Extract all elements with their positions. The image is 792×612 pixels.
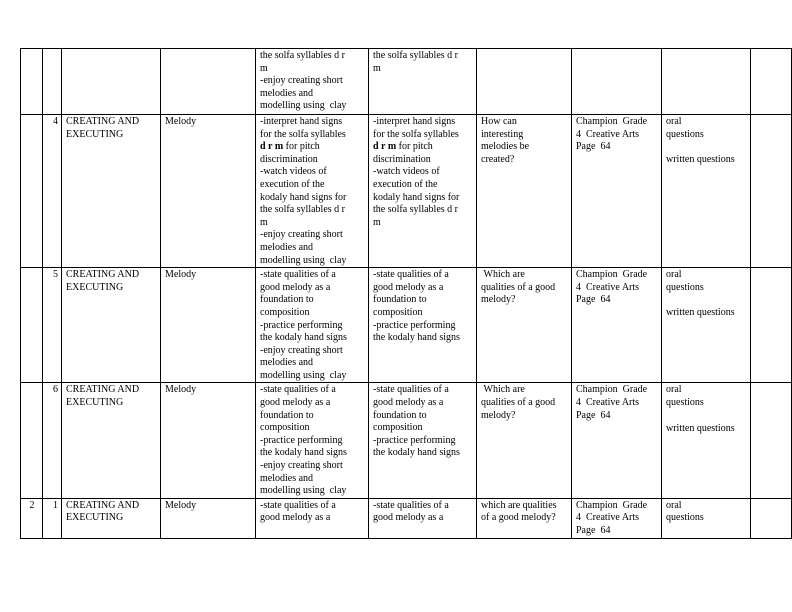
key-inquiry-cell [477, 383, 572, 498]
cell-line: the solfa syllables d r [260, 50, 345, 61]
cell-line: of a good melody? [481, 512, 556, 524]
cell-line: oral [666, 384, 682, 396]
cell-line: melodies and [260, 472, 314, 484]
week-cell [21, 268, 43, 383]
cell-line: questions [666, 281, 704, 293]
cell-line: Champion Grade [576, 269, 648, 281]
cell-line: written questions [666, 154, 735, 166]
reflection-cell [751, 268, 792, 383]
cell-line: Page 64 [576, 294, 611, 306]
scheme-of-work-table [20, 48, 792, 539]
cell-line: the kodaly hand signs [260, 447, 347, 459]
cell-line: good melody as a [373, 397, 444, 409]
cell-line: -watch videos of [260, 166, 327, 178]
lesson-cell: 4 [43, 115, 62, 268]
cell-line: discrimination [260, 153, 318, 165]
assessment-cell [662, 49, 751, 115]
cell-line: foundation to [260, 409, 314, 421]
week-cell: 2 [21, 498, 43, 538]
learning-outcomes-cell [256, 383, 369, 498]
cell-line: oral [666, 499, 682, 511]
cell-line: -interpret hand signs [260, 116, 343, 127]
cell-line: -state qualities of a [260, 269, 336, 281]
cell-line: kodaly hand signs for [373, 191, 460, 203]
cell-line: foundation to [373, 294, 427, 306]
cell-line: -practice performing [260, 434, 343, 446]
sub-strand-cell: Melody [161, 115, 256, 268]
cell-line: Which are [481, 269, 525, 281]
learning-experiences-cell [369, 268, 477, 383]
table-row [21, 268, 792, 383]
cell-line: Champion Grade [576, 384, 648, 396]
cell-line: 4 Creative Arts [576, 512, 640, 524]
lesson-cell: 1 [43, 498, 62, 538]
assessment-cell [662, 115, 751, 268]
cell-line: modelling using clay [260, 485, 347, 497]
cell-line: melodies and [260, 87, 314, 99]
cell-line: -enjoy creating short [260, 229, 343, 241]
cell-line: oral [666, 116, 682, 127]
cell-line: good melody as a [260, 397, 331, 409]
cell-line: kodaly hand signs for [260, 191, 347, 203]
cell-line: modelling using clay [260, 254, 347, 266]
cell-line: the solfa syllables d r [373, 204, 458, 216]
strand-cell: CREATING AND EXECUTING [62, 498, 161, 538]
cell-line: qualities of a good [481, 397, 556, 409]
cell-line: -enjoy creating short [260, 460, 343, 472]
cell-line: composition [260, 422, 310, 434]
cell-line: written questions [666, 307, 735, 319]
resources-cell [572, 268, 662, 383]
sub-strand-cell: Melody [161, 383, 256, 498]
cell-line: for the solfa syllables [260, 128, 346, 140]
table-row [21, 115, 792, 268]
cell-line: good melody as a [260, 512, 331, 524]
cell-line: Page 64 [576, 141, 611, 153]
cell-line: -enjoy creating short [260, 344, 343, 356]
cell-line: melody? [481, 409, 516, 421]
learning-outcomes-cell [256, 498, 369, 538]
cell-line: composition [373, 422, 423, 434]
cell-line: execution of the [373, 178, 438, 190]
cell-line: the solfa syllables d r [260, 204, 345, 216]
assessment-cell [662, 383, 751, 498]
reflection-cell [751, 115, 792, 268]
lesson-cell: 6 [43, 383, 62, 498]
cell-line: m [373, 62, 381, 74]
cell-line: -state qualities of a [260, 384, 336, 396]
table-row [21, 383, 792, 498]
cell-line: -practice performing [260, 319, 343, 331]
sub-strand-cell [161, 49, 256, 115]
cell-line: -practice performing [373, 434, 456, 446]
learning-experiences-cell [369, 498, 477, 538]
cell-line: the kodaly hand signs [373, 332, 460, 344]
resources-cell [572, 49, 662, 115]
cell-line: melodies be [481, 141, 530, 153]
cell-line: the kodaly hand signs [260, 332, 347, 344]
cell-line: d r m for pitch [260, 141, 320, 153]
cell-line: the kodaly hand signs [373, 447, 460, 459]
learning-outcomes-cell [256, 268, 369, 383]
strand-cell [62, 49, 161, 115]
reflection-cell [751, 383, 792, 498]
week-cell [21, 115, 43, 268]
table-row [21, 498, 792, 538]
cell-line: -interpret hand signs [373, 116, 456, 127]
cell-line: for the solfa syllables [373, 128, 459, 140]
cell-line: the solfa syllables d r [373, 50, 458, 61]
learning-experiences-cell [369, 383, 477, 498]
resources-cell [572, 115, 662, 268]
strand-cell: CREATING AND EXECUTING [62, 383, 161, 498]
cell-line: 4 Creative Arts [576, 397, 640, 409]
cell-line: which are qualities [481, 499, 557, 511]
solfa-syllables-bold: d r m [373, 141, 397, 153]
cell-line: foundation to [373, 409, 427, 421]
cell-line: melody? [481, 294, 516, 306]
cell-line: -practice performing [373, 319, 456, 331]
cell-line: m [373, 216, 381, 228]
cell-line: qualities of a good [481, 281, 556, 293]
cell-line: execution of the [260, 178, 325, 190]
cell-line: m [260, 62, 268, 74]
cell-line: -state qualities of a [373, 269, 449, 281]
spacer [666, 141, 747, 154]
spacer [666, 294, 747, 307]
reflection-cell [751, 49, 792, 115]
key-inquiry-cell [477, 498, 572, 538]
strand-cell: CREATING AND EXECUTING [62, 115, 161, 268]
cell-line: good melody as a [373, 512, 444, 524]
assessment-cell [662, 498, 751, 538]
sub-strand-cell: Melody [161, 268, 256, 383]
cell-line: foundation to [260, 294, 314, 306]
cell-line: m [260, 216, 268, 228]
resources-cell [572, 498, 662, 538]
cell-line: 4 Creative Arts [576, 128, 640, 140]
cell-line: questions [666, 397, 704, 409]
cell-line: -enjoy creating short [260, 75, 343, 87]
cell-line: Page 64 [576, 525, 611, 536]
cell-line: -state qualities of a [373, 499, 449, 511]
learning-experiences-cell [369, 49, 477, 115]
spacer [666, 410, 747, 423]
cell-line: -state qualities of a [260, 499, 336, 511]
cell-line: -watch videos of [373, 166, 440, 178]
cell-line: d r m for pitch [373, 141, 433, 153]
strand-cell: CREATING AND EXECUTING [62, 268, 161, 383]
lesson-cell [43, 49, 62, 115]
key-inquiry-cell [477, 49, 572, 115]
lesson-cell: 5 [43, 268, 62, 383]
cell-line: composition [260, 306, 310, 318]
cell-line: Page 64 [576, 409, 611, 421]
learning-outcomes-cell [256, 49, 369, 115]
cell-line: -state qualities of a [373, 384, 449, 396]
cell-line: questions [666, 128, 704, 140]
sub-strand-cell: Melody [161, 498, 256, 538]
cell-line: oral [666, 269, 682, 281]
cell-line: written questions [666, 422, 735, 434]
learning-outcomes-cell [256, 115, 369, 268]
key-inquiry-cell [477, 115, 572, 268]
table-row [21, 49, 792, 115]
week-cell [21, 383, 43, 498]
cell-line: questions [666, 512, 704, 524]
cell-line: created? [481, 153, 515, 165]
cell-line: interesting [481, 128, 524, 140]
cell-line: modelling using clay [260, 100, 347, 112]
cell-line: good melody as a [260, 281, 331, 293]
cell-line: Champion Grade [576, 499, 648, 511]
resources-cell [572, 383, 662, 498]
cell-line: composition [373, 306, 423, 318]
cell-line: Champion Grade [576, 116, 648, 127]
reflection-cell [751, 498, 792, 538]
cell-line: discrimination [373, 153, 431, 165]
solfa-syllables-bold: d r m [260, 141, 284, 153]
learning-experiences-cell [369, 115, 477, 268]
cell-line: melodies and [260, 241, 314, 253]
assessment-cell [662, 268, 751, 383]
key-inquiry-cell [477, 268, 572, 383]
cell-line: Which are [481, 384, 525, 396]
cell-line: modelling using clay [260, 369, 347, 381]
cell-line: 4 Creative Arts [576, 281, 640, 293]
cell-line: How can [481, 116, 517, 127]
cell-line: melodies and [260, 357, 314, 369]
week-cell [21, 49, 43, 115]
cell-line: good melody as a [373, 281, 444, 293]
